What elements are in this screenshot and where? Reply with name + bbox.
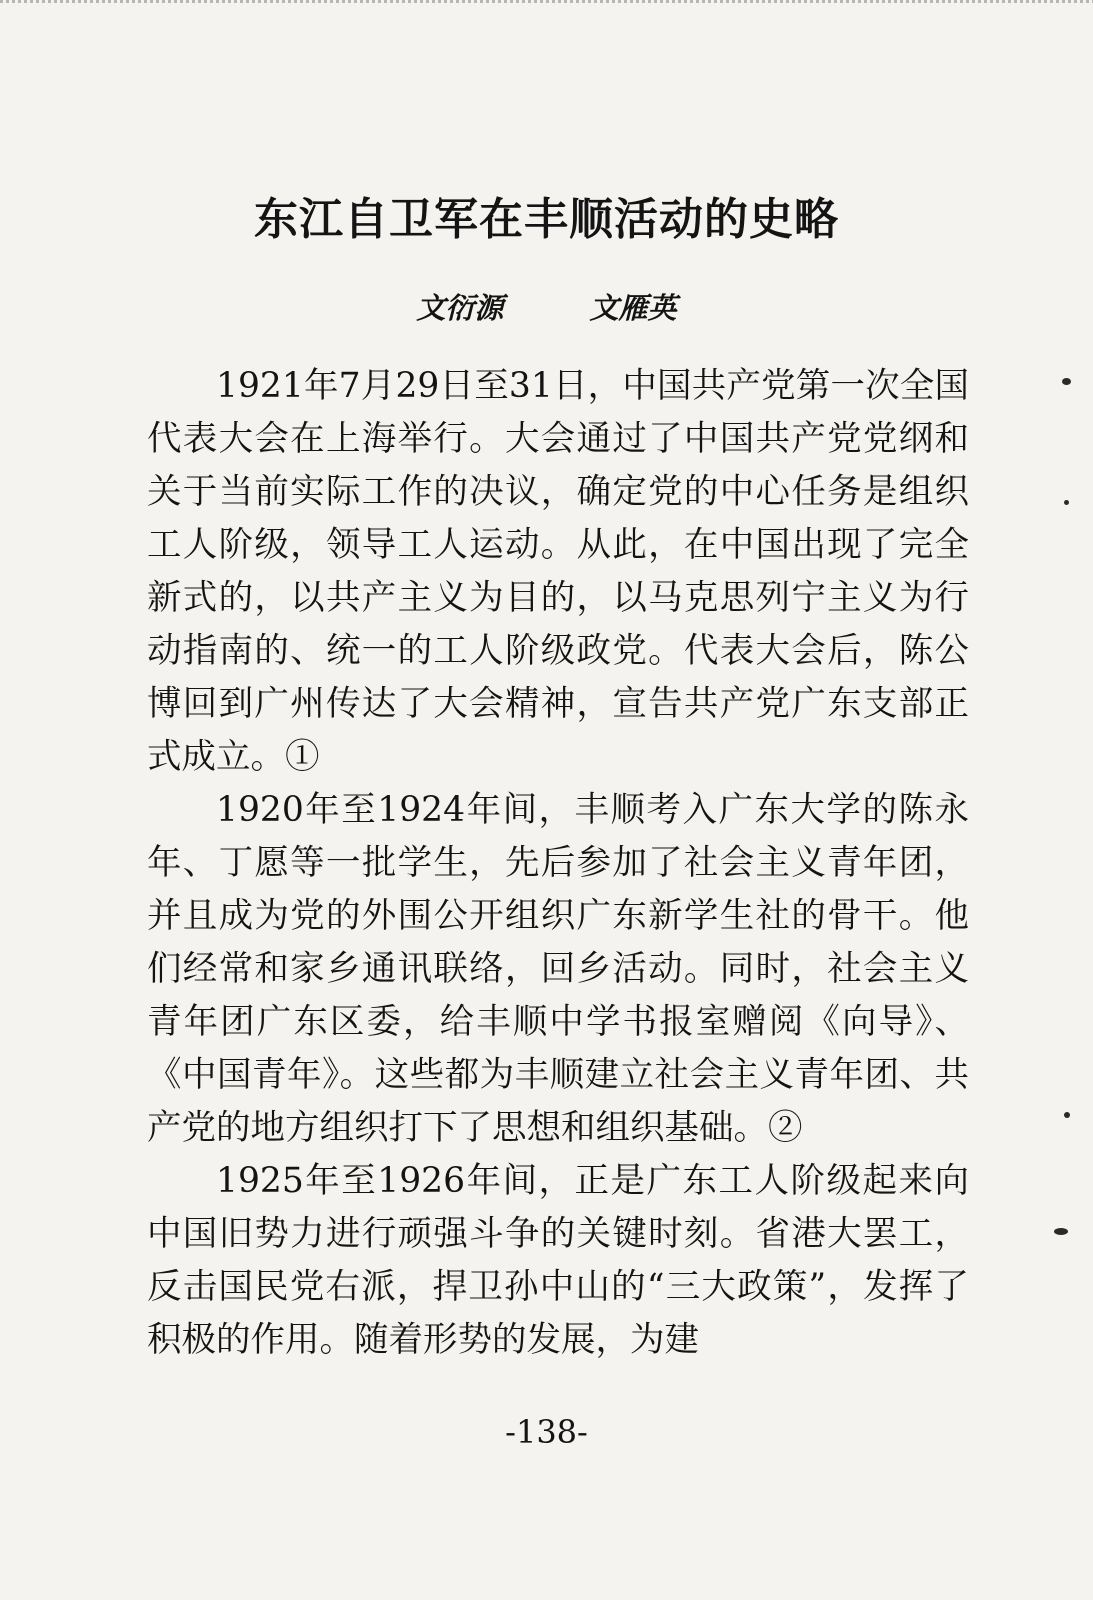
scan-speck [1062, 378, 1071, 385]
body-paragraph: 1925年至1926年间，正是广东工人阶级起来向中国旧势力进行顽强斗争的关键时刻。省港大罢工，反击国民党右派，捍卫孙中山的“三大政策”，发挥了积极的作用。随着形势的发展，为建 [147, 1161, 969, 1360]
author-line [0, 288, 1093, 328]
body-paragraph: 1921年7月29日至31日，中国共产党第一次全国代表大会在上海举行。大会通过了中国共产党党纲和关于当前实际工作的决议，确定党的中心任务是组织工人阶级，领导工人运动。从此，在中国出现了完全新式的，以共产主义为目的，以马克思列宁主义为行动指南的、统一的工人阶级政党。代表大会后，陈公博回到广州传达了大会精神，宣告共产党广东支部正式成立。① [147, 366, 969, 777]
scan-speck [1064, 1112, 1070, 1118]
scan-speck [1054, 1228, 1068, 1235]
top-edge-rule [0, 0, 1093, 3]
article-title: 东江自卫军在丰顺活动的史略 [254, 194, 839, 245]
scan-speck [1064, 500, 1069, 505]
author-name: 文雁英 [589, 291, 677, 325]
article-body [147, 360, 969, 1367]
author-name: 文衍源 [416, 291, 504, 325]
page-number: -138- [505, 1413, 588, 1451]
body-paragraph: 1920年至1924年间，丰顺考入广东大学的陈永年、丁愿等一批学生，先后参加了社会主义青年团，并且成为党的外围公开组织广东新学生社的骨干。他们经常和家乡通讯联络，回乡活动。同时，社会主义青年团广东区委，给丰顺中学书报室赠阅《向导》、《中国青年》。这些都为丰顺建立社会主义青年团、共产党的地方组织打下了思想和组织基础。② [147, 790, 969, 1148]
